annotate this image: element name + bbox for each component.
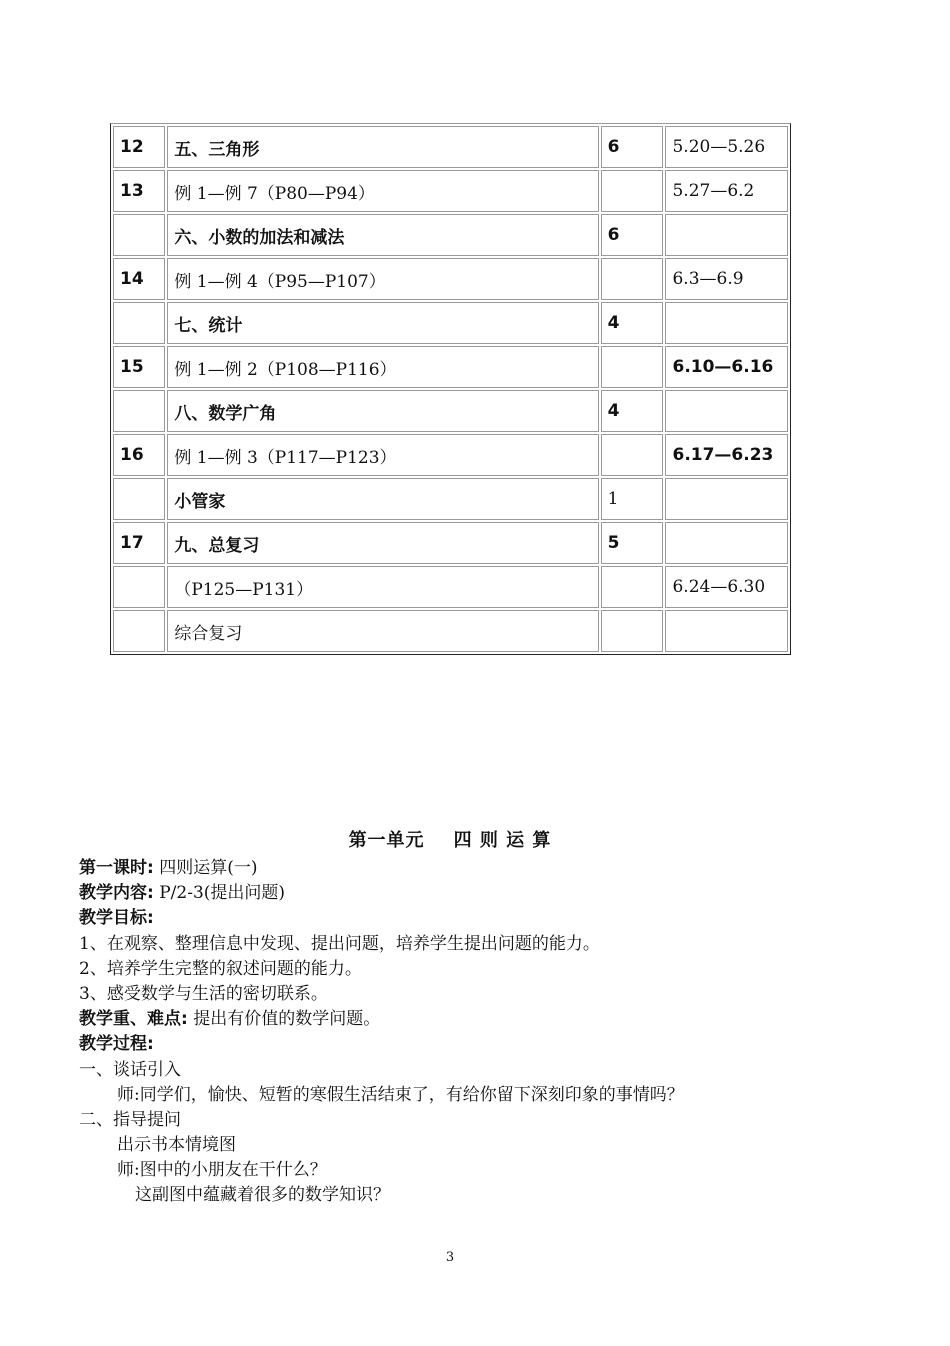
- goal-item: 1、在观察、整理信息中发现、提出问题，培养学生提出问题的能力。: [79, 933, 600, 954]
- date-cell: 5.20—5.26: [665, 126, 788, 168]
- date-cell: [665, 610, 788, 652]
- content-value: P/2-3(提出问题): [153, 883, 286, 904]
- unit-cell: 例 1—例 4（P95—P107）: [167, 258, 598, 300]
- unit-cell: 七、统计: [167, 302, 598, 344]
- key-points-value: 提出有价值的数学问题。: [187, 1009, 381, 1030]
- date-cell: 6.17—6.23: [665, 434, 788, 476]
- section-heading-guide: 二、指导提问: [79, 1109, 181, 1130]
- hours-cell: [601, 346, 664, 388]
- unit-cell: 九、总复习: [167, 522, 598, 564]
- schedule-row: [113, 522, 788, 564]
- schedule-row: [113, 566, 788, 608]
- week-cell: 15: [113, 346, 165, 388]
- schedule-row: [113, 170, 788, 212]
- unit-cell: 八、数学广角: [167, 390, 598, 432]
- hours-cell: [601, 258, 664, 300]
- key-points-label: 教学重、难点:: [79, 1009, 188, 1030]
- schedule-row: [113, 302, 788, 344]
- hours-cell: 6: [601, 214, 664, 256]
- week-cell: 13: [113, 170, 165, 212]
- guide-line: 出示书本情境图: [117, 1135, 236, 1156]
- process-heading: [79, 1032, 879, 1057]
- schedule-row: [113, 478, 788, 520]
- date-cell: 6.3—6.9: [665, 258, 788, 300]
- teacher-line: 师:同学们，愉快、短暂的寒假生活结束了，有给你留下深刻印象的事情吗？: [117, 1084, 684, 1105]
- goals-label: 教学目标:: [79, 908, 154, 929]
- schedule-body: [113, 126, 788, 652]
- schedule-row: [113, 126, 788, 168]
- date-cell: 5.27—6.2: [665, 170, 788, 212]
- schedule-row: [113, 610, 788, 652]
- guide-line: 这副图中蕴藏着很多的数学知识？: [135, 1185, 390, 1206]
- week-cell: [113, 214, 165, 256]
- content-label: 教学内容:: [79, 883, 154, 904]
- lesson-plan: [79, 856, 879, 1209]
- week-cell: 12: [113, 126, 165, 168]
- content-line: [79, 881, 879, 906]
- period-value: 四则运算(一): [153, 858, 258, 878]
- process-label: 教学过程:: [79, 1034, 154, 1055]
- week-cell: [113, 302, 165, 344]
- schedule-row: [113, 434, 788, 476]
- hours-cell: 5: [601, 522, 664, 564]
- schedule-table: [110, 123, 791, 655]
- week-cell: [113, 390, 165, 432]
- hours-cell: [601, 566, 664, 608]
- week-cell: [113, 610, 165, 652]
- page-number: 3: [445, 1250, 455, 1265]
- unit-cell: 例 1—例 3（P117—P123）: [167, 434, 598, 476]
- hours-cell: 6: [601, 126, 664, 168]
- hours-cell: [601, 610, 664, 652]
- date-cell: 6.10—6.16: [665, 346, 788, 388]
- schedule-row: [113, 214, 788, 256]
- key-points-line: [79, 1007, 879, 1032]
- schedule-row: [113, 346, 788, 388]
- unit-cell: 六、小数的加法和减法: [167, 214, 598, 256]
- date-cell: [665, 302, 788, 344]
- unit-cell: 五、三角形: [167, 126, 598, 168]
- date-cell: [665, 390, 788, 432]
- unit-cell: 小管家: [167, 478, 598, 520]
- date-cell: [665, 522, 788, 564]
- week-cell: 16: [113, 434, 165, 476]
- section-heading-intro: 一、谈话引入: [79, 1059, 181, 1080]
- hours-cell: [601, 434, 664, 476]
- goals-heading: [79, 906, 879, 931]
- period-line: [79, 856, 879, 881]
- date-cell: [665, 214, 788, 256]
- date-cell: [665, 478, 788, 520]
- guide-line: 师:图中的小朋友在干什么？: [117, 1160, 327, 1181]
- unit-cell: 综合复习: [167, 610, 598, 652]
- hours-cell: 1: [601, 478, 664, 520]
- week-cell: [113, 566, 165, 608]
- week-cell: 17: [113, 522, 165, 564]
- schedule-row: [113, 390, 788, 432]
- period-label: 第一课时:: [79, 858, 154, 878]
- hours-cell: 4: [601, 302, 664, 344]
- goal-item: 3、感受数学与生活的密切联系。: [79, 983, 328, 1004]
- hours-cell: [601, 170, 664, 212]
- date-cell: 6.24—6.30: [665, 566, 788, 608]
- unit-title: 第一单元 四 则 运 算: [348, 830, 552, 851]
- unit-cell: （P125—P131）: [167, 566, 598, 608]
- hours-cell: 4: [601, 390, 664, 432]
- week-cell: 14: [113, 258, 165, 300]
- unit-cell: 例 1—例 7（P80—P94）: [167, 170, 598, 212]
- goal-item: 2、培养学生完整的叙述问题的能力。: [79, 958, 362, 979]
- week-cell: [113, 478, 165, 520]
- schedule-row: [113, 258, 788, 300]
- unit-cell: 例 1—例 2（P108—P116）: [167, 346, 598, 388]
